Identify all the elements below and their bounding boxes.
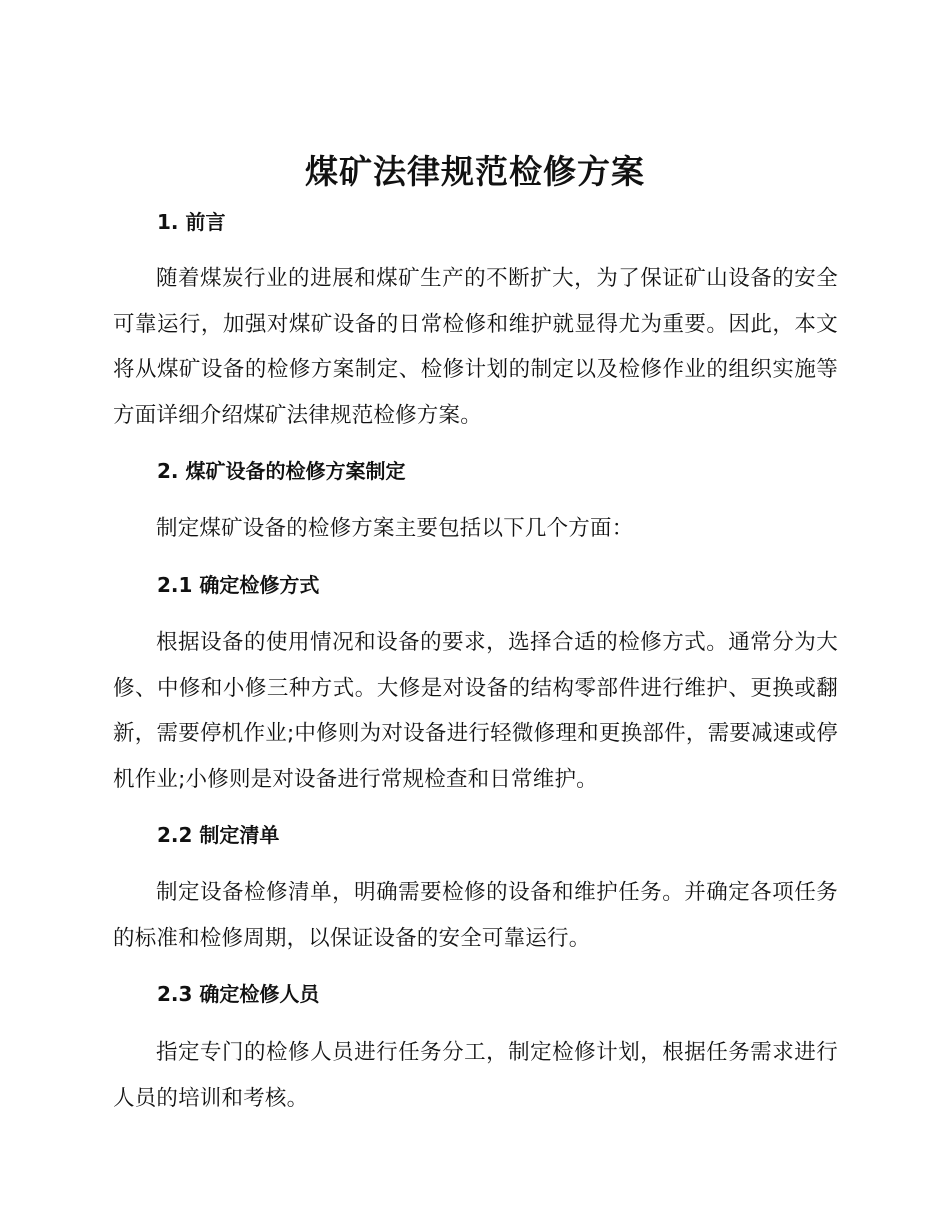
document-title: 煤矿法律规范检修方案 — [305, 152, 645, 191]
section-heading-plan: 2. 煤矿设备的检修方案制定 — [157, 459, 406, 483]
section-heading-personnel: 2.3 确定检修人员 — [157, 982, 320, 1006]
section-heading-method: 2.1 确定检修方式 — [157, 573, 320, 597]
section-paragraph-preface: 随着煤炭行业的进展和煤矿生产的不断扩大，为了保证矿山设备的安全可靠运行，加强对煤矿设备的日常检修和维护就显得尤为重要。因此，本文将从煤矿设备的检修方案制定、检修计划的制定以及检修作业的组织实施等方面详细介绍煤矿法律规范检修方案。 — [113, 266, 838, 428]
section-heading-preface: 1. 前言 — [157, 210, 226, 234]
section-paragraph-personnel: 指定专门的检修人员进行任务分工，制定检修计划，根据任务需求进行人员的培训和考核。 — [113, 1040, 838, 1111]
section-paragraph-plan: 制定煤矿设备的检修方案主要包括以下几个方面： — [156, 516, 634, 541]
section-paragraph-method: 根据设备的使用情况和设备的要求，选择合适的检修方式。通常分为大修、中修和小修三种方式。大修是对设备的结构零部件进行维护、更换或翻新，需要停机作业;中修则为对设备进行轻微修理和更换部件，需要减速或停机作业;小修则是对设备进行常规检查和日常维护。 — [113, 630, 838, 792]
section-heading-checklist: 2.2 制定清单 — [157, 823, 280, 847]
section-paragraph-checklist: 制定设备检修清单，明确需要检修的设备和维护任务。并确定各项任务的标准和检修周期，以保证设备的安全可靠运行。 — [113, 880, 838, 951]
